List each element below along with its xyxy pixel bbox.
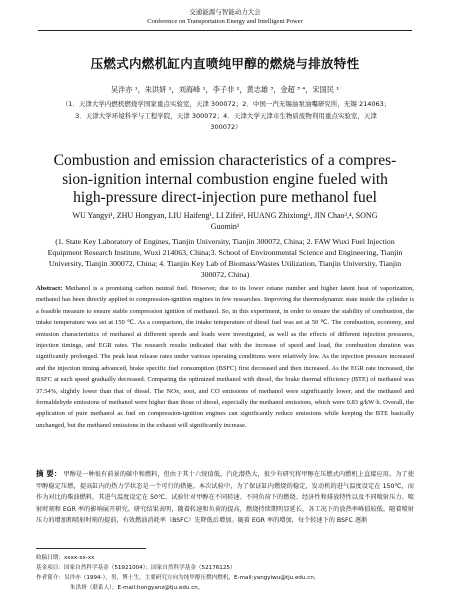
english-title-line: high-pressure direct-injection pure methanol fuel bbox=[73, 189, 377, 206]
english-authors bbox=[40, 210, 410, 232]
chinese-abstract bbox=[36, 468, 414, 527]
english-authors-line: Guomin¹ bbox=[210, 222, 240, 231]
abstract-label: Abstract: bbox=[36, 285, 63, 292]
chinese-affiliations bbox=[40, 99, 412, 134]
abstract-text: Methanol is a promising carbon neutral fuel. However, due to its lower cetane number and higher latent heat of vaporization, methanol has been directly applied to compression-ignition engines in few researches. Improving the thermodynamic state inside the cylinder is a feasible measure to ensure stable compression ignition of methanol. So, in this experiment, in order to ensure the stability of combustion, the intake temperature was set at 150 ℃. As a comparison, the intake temperature of diesel fuel was set at 50 ℃. The combustion, economy, and emission characteristics of methanol at different speeds and loads were investigated, as well as the effects of different injection pressures, injection timings, and EGR rates. The research results indicated that with the increase of speed and load, the combustion duration was significantly prolonged. The peak heat release rates under various operating conditions were relatively low. As the injection pressure increased and the injection timing advanced, brake specific fuel consumption (BSFC) first decreased and then increased. As the EGR rate increased, the BSFC at each speed gradually decreased. Comparing the optimized methanol with diesel, the brake thermal efficiency (BTE) of methanol was 37.54%, slightly lower than that of diesel. The NOx, soot, and CO emissions of methanol were significantly lower, and the methanol and formaldehyde emissions of methanol were higher than those of diesel, especially the methanol emissions, which were 0.83 g/kW·h. Overall, the application of pure methanol as fuel on compression-ignition engines can significantly reduce emissions while keeping the BTE basically unchanged, but the methanol emissions in the exhaust will significantly increase. bbox=[36, 285, 415, 429]
chinese-affiliation-line: （1．天津大学内燃机燃烧学国家重点实验室，天津 300072；2．中国一汽无锡油泵油嘴研究所，无锡 214063； bbox=[61, 100, 391, 108]
english-title-line: Combustion and emission characteristics of a compres- bbox=[53, 152, 397, 169]
chinese-abstract-label: 摘 要： bbox=[36, 469, 62, 478]
chinese-affiliation-line: 300072） bbox=[210, 123, 242, 131]
english-authors-line: WU Yangyi¹, ZHU Hongyan, LIU Haifeng¹, LI Zifei², HUANG Zhixiong³, JIN Chao³,⁴, SONG bbox=[72, 211, 378, 220]
chinese-authors: 吴泮亦 ¹，朱洪妍 ¹，刘海峰 ¹，李子非 ²，黄志雄 ³，金超 ³ ⁴，宋国民 ¹ bbox=[110, 85, 340, 94]
header-divider bbox=[38, 30, 412, 31]
conference-header bbox=[0, 8, 450, 26]
conference-name-cn: 交通能源与智能动力大会 bbox=[189, 9, 261, 16]
footnote-received: 收稿日期：xxxx-xx-xx bbox=[36, 555, 95, 561]
footnote-contact: 朱洪妍（联系人），E-mail:hongyanz@tju.edu.cn。 bbox=[70, 585, 204, 591]
conference-name-en: Conference on Transportation Energy and Intelligent Power bbox=[147, 18, 303, 25]
chinese-title: 压燃式内燃机缸内直喷纯甲醇的燃烧与排放特性 bbox=[90, 56, 360, 71]
english-title-line: sion-ignition internal combustion engine fueled with bbox=[62, 170, 388, 188]
english-abstract bbox=[36, 283, 414, 431]
english-affiliations: (1. State Key Laboratory of Engines, Tianjin University, Tianjin 300072, China; 2. FAW Wuxi Fuel Injection Equipment Research Institute, Wuxi 214063, China;3. School of Environmental Science and Engineering, Tianjin University, Tianjin 300072, China; 4. Tianjin Key Lab of Biomass/Wastes Utilization, Tianjin University, Tianjin 300072, China) bbox=[47, 237, 403, 279]
footnote-author: 作者简介：吴泮亦（1994-），男，博士生，主要研究方向为纯甲醇压燃内燃机，E-mail:yangyiwu@tju.edu.cn。 bbox=[36, 575, 320, 581]
english-title bbox=[20, 152, 430, 208]
footnotes bbox=[36, 553, 416, 593]
footnote-funding: 基金项目：国家自然科学基金（51921004）；国家自然科学基金（52176125） bbox=[36, 565, 236, 571]
chinese-abstract-text: 甲醇是一种很有前景的碳中和燃料，但由于其十六烷值低，汽化潜热大，很少有研究将甲醇在压燃式内燃机上直接应用。为了使甲醇稳定压燃，提高缸内的热力学状态是一个可行的措施。本次试验中，为了保证缸内燃烧的稳定，发动机的进气温度设定在 150℃，而作为对比的柴油燃料，其进气温度设定在 50℃。试验针对甲醇在不同转速、不同负荷下的燃烧、经济性和排放特性以及不同喷射压力、喷射时刻和 EGR 率的影响展开研究。研究结果表明，随着转速和负荷的提高，燃烧持续期明显延长，各工况下的放热率峰值较低。随着喷射压力的增加和喷射时刻的提前，有效燃油消耗率（BSFC）先降低后增加。随着 EGR 率的增加，每个转速下的 BSFC 逐渐 bbox=[36, 471, 414, 525]
chinese-affiliation-line: 3．天津大学环境科学与工程学院，天津 300072；4．天津大学天津市生物质废物利用重点实验室，天津 bbox=[75, 111, 377, 120]
footnote-divider bbox=[36, 548, 146, 549]
